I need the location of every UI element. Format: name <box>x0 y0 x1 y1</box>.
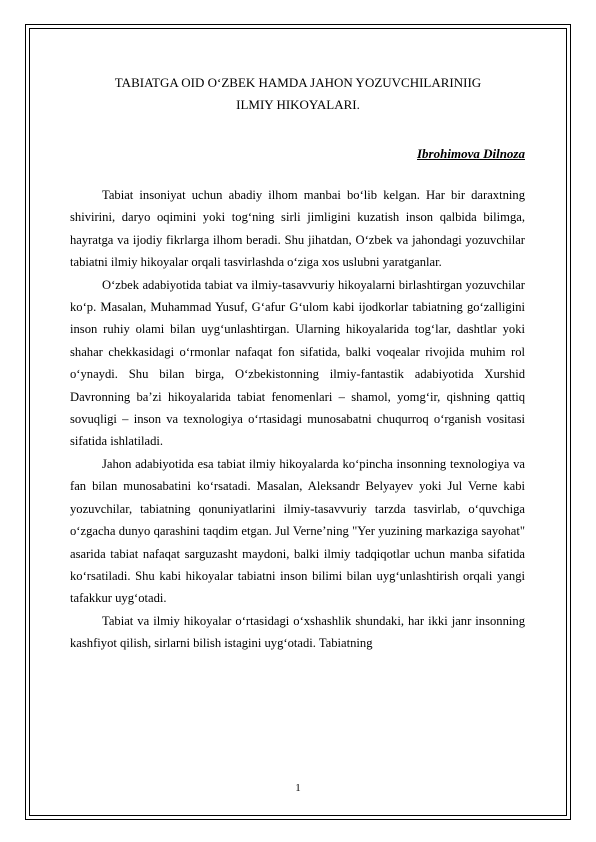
title-line-1: TABIATGA OID O‘ZBEK HAMDA JAHON YOZUVCHILARINIIG <box>114 75 482 90</box>
paragraph-2: O‘zbek adabiyotida tabiat va ilmiy-tasavvuriy hikoyalarni birlashtirgan yozuvchilar ko‘p. Masalan, Muhammad Yusuf, G‘afur G‘ulom kabi ijodkorlar tabiatning go‘zalligini inson ruhiy olami bilan uyg‘unlashtirgan. Ularning hikoyalarida tog‘lar, dashtlar yoki shahar chekkasidagi o‘rmonlar nafaqat fon sifatida, balki voqealar rivojida muhim rol o‘ynaydi. Shu bilan birga, O‘zbekistonning ilmiy-fantastik adabiyotida Xurshid Davronning ba’zi hikoyalarida tabiat fenomenlari – shamol, yomg‘ir, qishning qattiq sovuqligi – inson va texnologiya o‘rtasidagi munosabatni chuqurroq o‘rganish vositasi sifatida ishlatiladi. <box>70 277 525 449</box>
title-line-2: ILMIY HIKOYALARI. <box>236 97 360 112</box>
paragraph-3: Jahon adabiyotida esa tabiat ilmiy hikoyalarda ko‘pincha insonning texnologiya va fan bilan munosabatini ko‘rsatadi. Masalan, Aleksandr Belyayev yoki Jul Verne kabi yozuvchilar, tabiatning qonuniyatlarini ilmiy-tasavvuriy tarzda tasvirlab, o‘quvchiga o‘zgacha dunyo qarashini taqdim etgan. Jul Verne’ning "Yer yuzining markaziga sayohat" asarida tabiat nafaqat sarguzasht maydoni, balki ilmiy tadqiqotlar uchun manba sifatida ko‘rsatiladi. Shu kabi hikoyalar tabiatni inson bilimi bilan uyg‘unlashtirish orqali yangi tafakkur uyg‘otadi. <box>70 456 525 606</box>
paragraph-1: Tabiat insoniyat uchun abadiy ilhom manbai bo‘lib kelgan. Har bir daraxtning shivirini, daryo oqimini yoki tog‘ning sirli jimligini kuzatish inson qalbida bilimga, hayratga va ijodiy fikrlarga ilhom beradi. Shu jihatdan, O‘zbek va jahondagi yozuvchilar tabiatni ilmiy hikoyalar orqali tasvirlashda o‘ziga xos uslubni yaratganlar. <box>70 188 525 270</box>
document-title <box>70 72 526 116</box>
author-name: Ibrohimova Dilnoza <box>417 146 525 161</box>
paragraph-4: Tabiat va ilmiy hikoyalar o‘rtasidagi o‘xshashlik shundaki, har ikki janr insonning kashfiyot qilish, sirlarni bilish istagini uyg‘otadi. Tabiatning <box>70 613 525 651</box>
document-body <box>70 184 525 655</box>
page-number: 1 <box>295 782 301 794</box>
